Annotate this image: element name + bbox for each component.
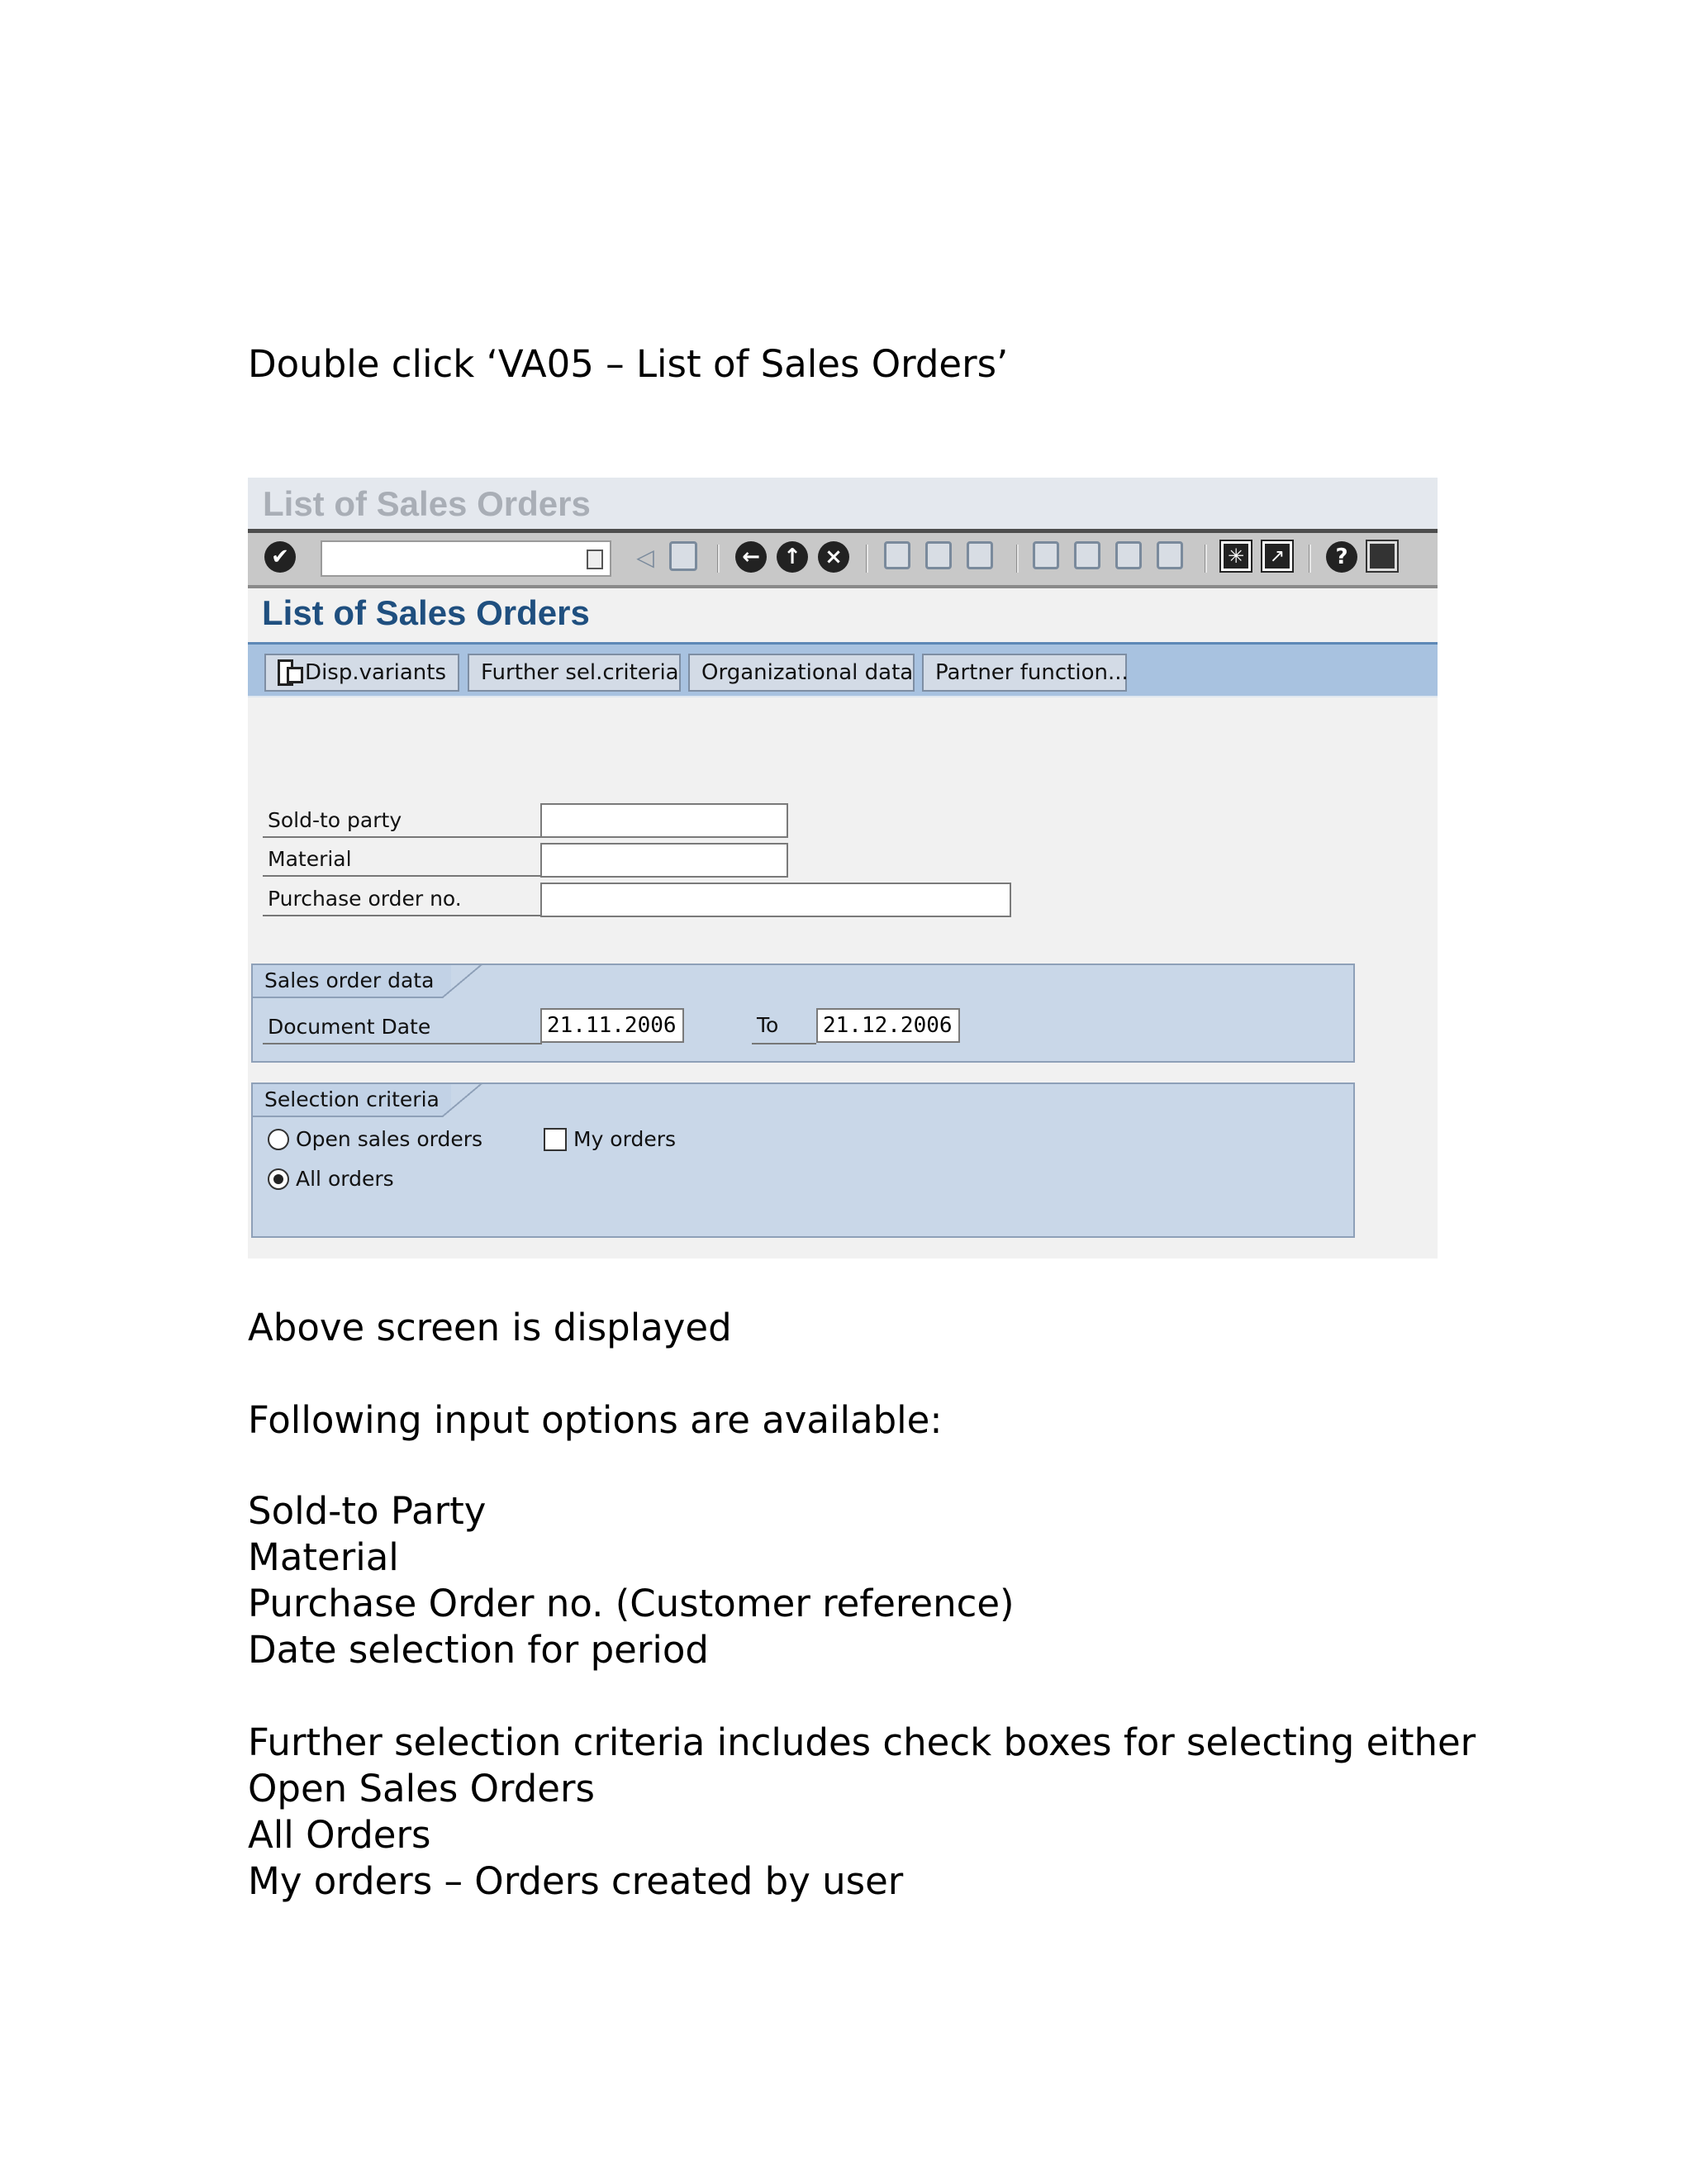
sold-to-party-label: Sold-to party bbox=[268, 808, 402, 832]
option-item: Material bbox=[248, 1535, 399, 1579]
app-title: List of Sales Orders bbox=[262, 593, 590, 632]
label-underline bbox=[263, 836, 540, 838]
purchase-order-input[interactable] bbox=[540, 883, 1011, 917]
command-dropdown-icon[interactable] bbox=[587, 550, 603, 569]
sales-order-data-title: Sales order data bbox=[264, 968, 435, 992]
intro-text: Double click ‘VA05 – List of Sales Orders’ bbox=[248, 342, 1009, 386]
print-icon[interactable] bbox=[884, 541, 910, 569]
document-date-from-input[interactable]: 21.11.2006 bbox=[540, 1008, 684, 1043]
next-page-icon[interactable] bbox=[1115, 541, 1142, 569]
partner-function-label: Partner function... bbox=[935, 660, 1129, 685]
application-toolbar bbox=[248, 645, 1438, 697]
selection-criteria-group bbox=[251, 1082, 1355, 1238]
label-underline bbox=[752, 1043, 816, 1044]
partner-function-button[interactable] bbox=[922, 654, 1127, 692]
further-criteria-item: Open Sales Orders bbox=[248, 1767, 595, 1810]
back-arrow-icon[interactable]: ◁ bbox=[636, 543, 654, 571]
last-page-icon[interactable] bbox=[1157, 541, 1183, 569]
variants-icon bbox=[278, 659, 293, 686]
find-next-icon[interactable] bbox=[967, 541, 993, 569]
tab-slant bbox=[441, 964, 482, 998]
purchase-order-label: Purchase order no. bbox=[268, 887, 462, 911]
window-title-bar bbox=[248, 478, 1438, 529]
sold-to-party-input[interactable] bbox=[540, 803, 788, 838]
disp-variants-label: Disp.variants bbox=[305, 660, 446, 685]
selection-criteria-title: Selection criteria bbox=[264, 1087, 440, 1111]
input-options-heading: Following input options are available: bbox=[248, 1398, 943, 1442]
to-label: To bbox=[757, 1013, 779, 1037]
enter-icon[interactable]: ✔ bbox=[264, 541, 296, 573]
further-criteria-item: All Orders bbox=[248, 1813, 431, 1857]
open-sales-orders-label: Open sales orders bbox=[296, 1127, 483, 1151]
option-item: Date selection for period bbox=[248, 1628, 709, 1672]
material-label: Material bbox=[268, 847, 352, 871]
previous-page-icon[interactable] bbox=[1074, 541, 1100, 569]
screen-displayed-text: Above screen is displayed bbox=[248, 1306, 732, 1349]
open-sales-orders-radio[interactable] bbox=[268, 1129, 289, 1150]
help-icon[interactable]: ? bbox=[1326, 541, 1357, 573]
option-item: Sold-to Party bbox=[248, 1489, 487, 1533]
toolbar-separator bbox=[1016, 545, 1019, 573]
exit-icon[interactable]: ↑ bbox=[777, 541, 808, 573]
create-session-icon[interactable]: ✳ bbox=[1221, 541, 1251, 571]
cancel-icon[interactable]: × bbox=[818, 541, 849, 573]
further-criteria-text: Further selection criteria includes check boxes for selecting either bbox=[248, 1720, 1476, 1764]
standard-toolbar bbox=[248, 529, 1438, 588]
selection-criteria-tab bbox=[253, 1084, 451, 1117]
document-date-to-input[interactable]: 21.12.2006 bbox=[816, 1008, 960, 1043]
toolbar-separator bbox=[1309, 545, 1311, 573]
toolbar-separator bbox=[866, 545, 868, 573]
option-item: Purchase Order no. (Customer reference) bbox=[248, 1582, 1015, 1625]
document-date-label: Document Date bbox=[268, 1015, 431, 1039]
tab-slant bbox=[441, 1082, 482, 1117]
save-icon[interactable] bbox=[669, 541, 697, 571]
label-underline bbox=[263, 1043, 542, 1044]
label-underline bbox=[263, 875, 540, 877]
material-input[interactable] bbox=[540, 843, 788, 878]
sap-screenshot bbox=[248, 478, 1438, 1259]
organizational-data-button[interactable] bbox=[688, 654, 915, 692]
toolbar-separator bbox=[717, 545, 720, 573]
first-page-icon[interactable] bbox=[1033, 541, 1059, 569]
all-orders-label: All orders bbox=[296, 1167, 394, 1191]
window-title: List of Sales Orders bbox=[263, 484, 591, 523]
my-orders-checkbox[interactable] bbox=[544, 1128, 567, 1151]
my-orders-label: My orders bbox=[573, 1127, 676, 1151]
further-criteria-item: My orders – Orders created by user bbox=[248, 1859, 904, 1903]
layout-menu-icon[interactable] bbox=[1367, 541, 1397, 571]
all-orders-radio[interactable] bbox=[268, 1168, 289, 1190]
find-icon[interactable] bbox=[925, 541, 952, 569]
shortcut-icon[interactable]: ↗ bbox=[1262, 541, 1292, 571]
sales-order-data-tab bbox=[253, 965, 451, 998]
command-field[interactable] bbox=[321, 540, 611, 577]
further-sel-criteria-label: Further sel.criteria bbox=[481, 660, 679, 685]
toolbar-separator bbox=[1205, 545, 1207, 573]
disp-variants-button[interactable] bbox=[264, 654, 459, 692]
back-icon[interactable]: ← bbox=[735, 541, 767, 573]
label-underline bbox=[263, 915, 540, 916]
further-sel-criteria-button[interactable] bbox=[468, 654, 681, 692]
organizational-data-label: Organizational data bbox=[701, 660, 914, 685]
sales-order-data-group bbox=[251, 964, 1355, 1063]
